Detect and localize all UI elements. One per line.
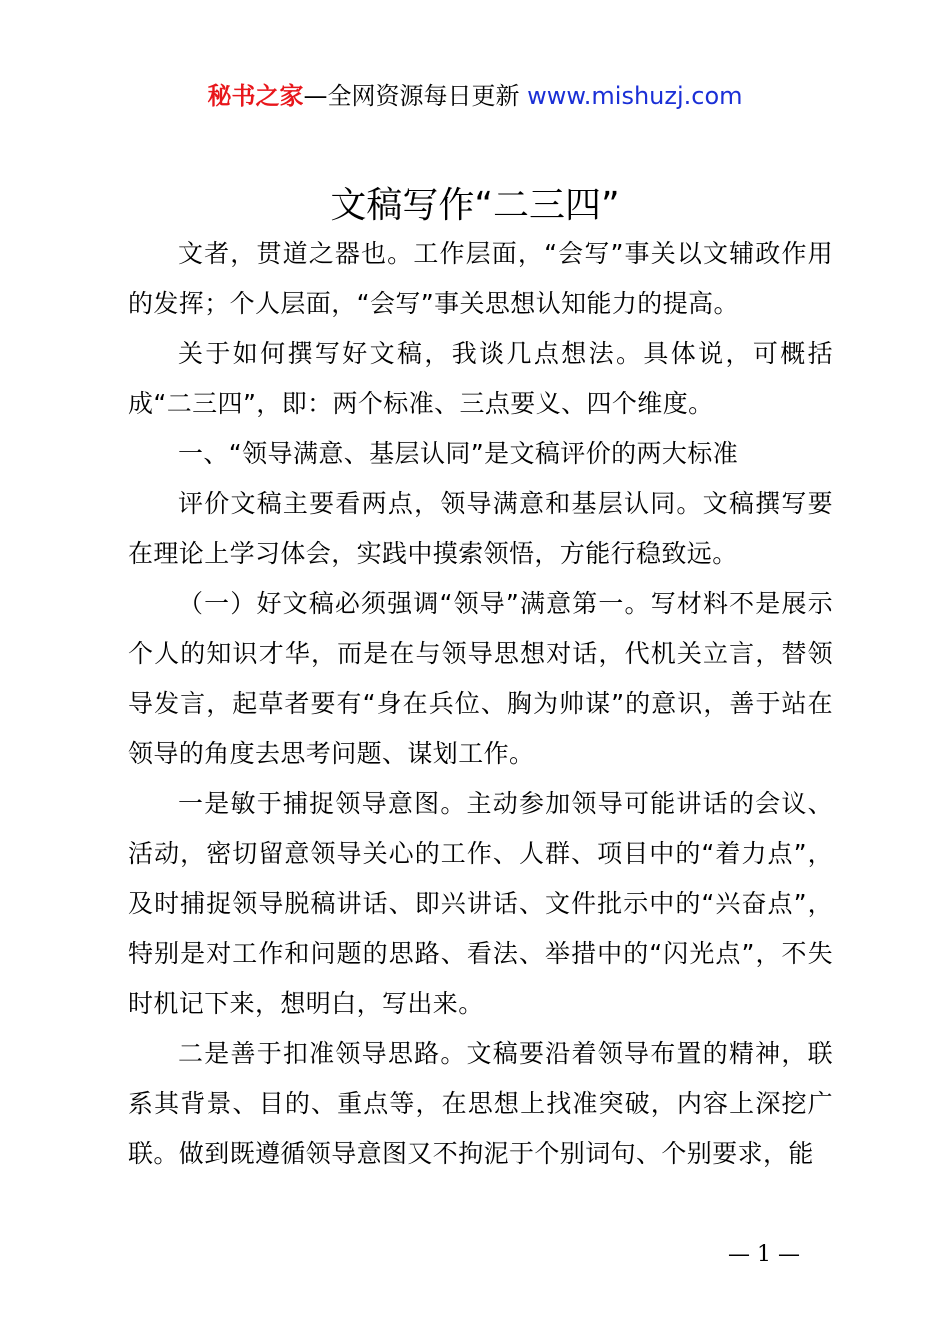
paragraph-standards: 评价文稿主要看两点，领导满意和基层认同。文稿撰写要在理论上学习体会，实践中摸索领悟，方能行稳致远。 (128, 489, 833, 568)
brand-name: 秘书之家 (207, 82, 304, 110)
page-number: — 1 — (728, 1242, 800, 1267)
paragraph-point-two: 二是善于扣准领导思路。文稿要沿着领导布置的精神，联系其背景、目的、重点等，在思想上找准突破，内容上深挖广联。做到既遵循领导意图又不拘泥于个别词句、个别要求，能 (128, 1039, 833, 1168)
paragraph-leader-satisfaction: （一）好文稿必须强调“领导”满意第一。写材料不是展示个人的知识才华，而是在与领导思想对话，代机关立言，替领导发言，起草者要有“身在兵位、胸为帅谋”的意识，善于站在领导的角度去思考问题、谋划工作。 (128, 589, 833, 768)
document-body (128, 229, 833, 1179)
document-title: 文稿写作“二三四” (330, 185, 620, 226)
paragraph-intro: 文者，贯道之器也。工作层面，“会写”事关以文辅政作用的发挥；个人层面，“会写”事关思想认知能力的提高。 (128, 239, 833, 318)
paragraph-summary: 关于如何撰写好文稿，我谈几点想法。具体说，可概括成“二三四”，即：两个标准、三点要义、四个维度。 (128, 339, 833, 418)
paragraph-point-one: 一是敏于捕捉领导意图。主动参加领导可能讲话的会议、活动，密切留意领导关心的工作、人群、项目中的“着力点”，及时捕捉领导脱稿讲话、即兴讲话、文件批示中的“兴奋点”，特别是对工作和问题的思路、看法、举措中的“闪光点”，不失时机记下来，想明白，写出来。 (128, 789, 833, 1018)
site-url-link[interactable]: www.mishuzj.com (527, 82, 743, 110)
site-header (0, 80, 950, 112)
section-heading-1: 一、“领导满意、基层认同”是文稿评价的两大标准 (178, 439, 739, 468)
header-tagline: —全网资源每日更新 (303, 82, 520, 110)
